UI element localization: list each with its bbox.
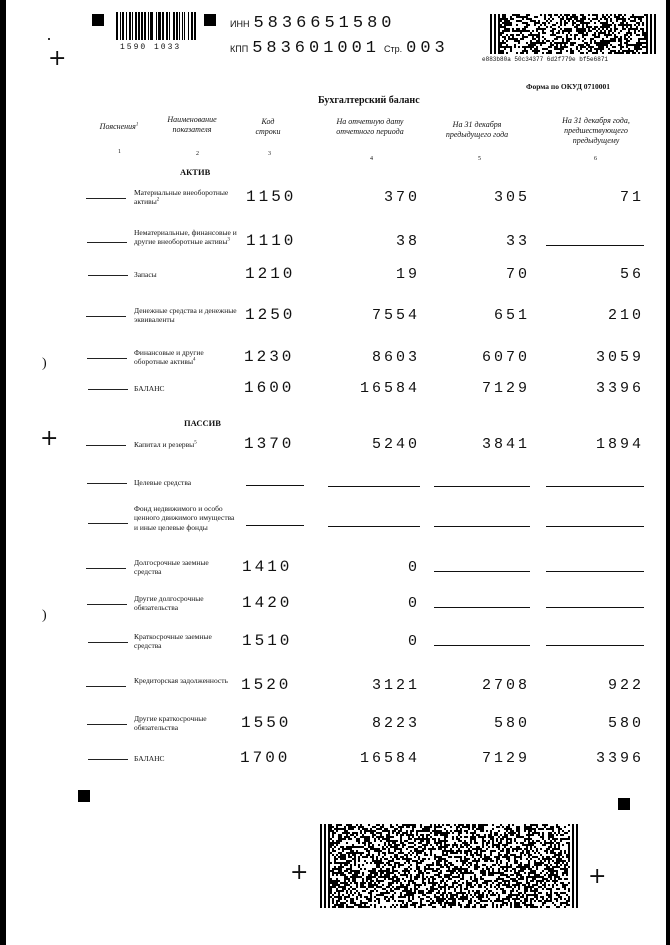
row-label bbox=[134, 188, 238, 207]
row-label-text: Финансовые и другие оборотные активы bbox=[134, 348, 204, 367]
row-label-text: Капитал и резервы bbox=[134, 440, 195, 449]
row-value: 580 bbox=[493, 714, 530, 732]
page-label: Стр. bbox=[384, 44, 403, 54]
row-value-blank bbox=[546, 245, 644, 246]
row-value: 0 bbox=[407, 594, 420, 612]
form-okud-label: Форма по ОКУД 0710001 bbox=[526, 82, 611, 91]
section-assets: АКТИВ bbox=[180, 167, 211, 177]
crop-mark-plus: + bbox=[588, 864, 607, 889]
row-label bbox=[134, 384, 238, 393]
row-label bbox=[134, 228, 238, 247]
row-value-blank bbox=[546, 486, 644, 487]
explanation-blank bbox=[87, 483, 127, 484]
column-number-6: 6 bbox=[594, 156, 597, 162]
registration-mark bbox=[618, 798, 630, 810]
row-label-text: Фонд недвижимого и особо ценного движимого имущества и иные целевые фонды bbox=[134, 504, 235, 532]
row-value: 6070 bbox=[481, 348, 530, 366]
explanation-blank bbox=[87, 604, 127, 605]
registration-mark bbox=[204, 14, 216, 26]
form-page bbox=[6, 0, 666, 945]
footnote-marker: 4 bbox=[193, 357, 196, 363]
row-label-text: Краткосрочные заемные средства bbox=[134, 632, 212, 651]
row-code: 1410 bbox=[242, 557, 293, 576]
explanation-blank bbox=[86, 445, 126, 446]
inn-label: ИНН bbox=[230, 19, 250, 29]
column-number-2: 2 bbox=[196, 151, 199, 157]
row-value: 16584 bbox=[359, 749, 420, 767]
inn-value: 5836651580 bbox=[253, 14, 396, 33]
registration-mark bbox=[92, 14, 104, 26]
row-value: 7129 bbox=[481, 749, 530, 767]
footer-2d-barcode bbox=[320, 824, 580, 908]
explanation-blank bbox=[87, 358, 127, 359]
header-barcode-number: 1590 1033 bbox=[120, 43, 182, 52]
row-value: 70 bbox=[505, 265, 530, 283]
kpp-line bbox=[230, 39, 449, 58]
row-label-text: БАЛАНС bbox=[134, 384, 165, 393]
row-code-blank bbox=[246, 485, 304, 486]
row-value: 210 bbox=[607, 306, 644, 324]
row-value: 3121 bbox=[371, 676, 420, 694]
row-value: 33 bbox=[505, 233, 530, 251]
explanation-blank bbox=[87, 242, 127, 243]
column-header-reporting-date: На отчетную дату отчетного периода bbox=[336, 117, 404, 136]
explanation-blank bbox=[88, 523, 128, 524]
crop-mark-plus: + bbox=[48, 46, 67, 71]
explanation-blank bbox=[86, 316, 126, 317]
document-title: Бухгалтерский баланс bbox=[318, 95, 420, 106]
row-value: 580 bbox=[607, 714, 644, 732]
row-value-blank bbox=[434, 607, 530, 608]
row-label bbox=[134, 504, 238, 532]
row-code: 1250 bbox=[245, 305, 296, 324]
row-label bbox=[134, 348, 238, 367]
row-value-blank bbox=[546, 607, 644, 608]
footnote-marker: 5 bbox=[194, 440, 197, 446]
row-value-blank bbox=[434, 486, 530, 487]
row-value: 7554 bbox=[371, 306, 420, 324]
row-value-blank bbox=[328, 526, 420, 527]
row-code-blank bbox=[246, 525, 304, 526]
row-label bbox=[134, 754, 238, 763]
row-label-text: Материальные внеоборотные активы bbox=[134, 188, 229, 207]
row-value: 3059 bbox=[595, 348, 644, 366]
header-2d-barcode-caption: e883b80a 50c34377 6d2f779e bf5e6871 bbox=[482, 56, 609, 63]
row-code: 1510 bbox=[242, 631, 293, 650]
row-value: 305 bbox=[493, 188, 530, 206]
row-label bbox=[134, 714, 238, 733]
row-value: 3396 bbox=[595, 379, 644, 397]
explanation-blank bbox=[86, 686, 126, 687]
row-value: 0 bbox=[407, 632, 420, 650]
row-label bbox=[134, 270, 238, 279]
row-value-blank bbox=[546, 645, 644, 646]
row-value: 8223 bbox=[371, 714, 420, 732]
column-number-4: 4 bbox=[370, 156, 373, 162]
row-value: 0 bbox=[407, 558, 420, 576]
crop-mark-plus: + bbox=[290, 860, 309, 885]
row-label-text: Другие долгосрочные обязательства bbox=[134, 594, 204, 613]
punch-mark: ) bbox=[42, 608, 47, 623]
column-header-year-before-prev: На 31 декабря года, предшествующего предыдущему bbox=[562, 116, 630, 145]
column-number-1: 1 bbox=[118, 149, 121, 155]
row-value: 370 bbox=[383, 188, 420, 206]
row-label-text: Нематериальные, финансовые и другие внеоборотные активы bbox=[134, 228, 237, 247]
row-label bbox=[134, 306, 238, 325]
row-label-text: Кредиторская задолженность bbox=[134, 676, 228, 685]
explanation-blank bbox=[86, 198, 126, 199]
row-code: 1520 bbox=[241, 675, 292, 694]
row-value: 7129 bbox=[481, 379, 530, 397]
row-value-blank bbox=[434, 645, 530, 646]
explanation-blank bbox=[88, 759, 128, 760]
inn-line bbox=[230, 14, 396, 33]
punch-mark: ) bbox=[42, 356, 47, 371]
column-number-3: 3 bbox=[268, 151, 271, 157]
explanation-blank bbox=[87, 724, 127, 725]
explanation-blank bbox=[88, 642, 128, 643]
registration-mark bbox=[78, 790, 90, 802]
row-code: 1210 bbox=[245, 264, 296, 283]
row-value-blank bbox=[546, 526, 644, 527]
speck bbox=[48, 38, 50, 40]
row-label bbox=[134, 558, 238, 577]
row-label bbox=[134, 440, 238, 449]
footnote-marker: 2 bbox=[156, 197, 160, 203]
row-code: 1700 bbox=[240, 748, 291, 767]
explanation-blank bbox=[88, 275, 128, 276]
row-code: 1370 bbox=[244, 434, 295, 453]
row-code: 1600 bbox=[244, 378, 295, 397]
row-value: 56 bbox=[619, 265, 644, 283]
row-value: 3396 bbox=[595, 749, 644, 767]
row-code: 1110 bbox=[246, 232, 297, 251]
explanation-blank bbox=[86, 568, 126, 569]
row-value: 651 bbox=[493, 306, 530, 324]
row-value-blank bbox=[434, 526, 530, 527]
header-barcode bbox=[116, 12, 198, 40]
row-label bbox=[134, 632, 238, 651]
column-number-5: 5 bbox=[478, 156, 481, 162]
row-value-blank bbox=[546, 571, 644, 572]
row-code: 1150 bbox=[246, 187, 297, 206]
column-header-line-code: Код строки bbox=[255, 117, 281, 136]
row-value: 5240 bbox=[371, 435, 420, 453]
kpp-label: КПП bbox=[230, 44, 249, 54]
row-value: 922 bbox=[607, 676, 644, 694]
crop-mark-plus: + bbox=[40, 426, 59, 451]
section-liabilities: ПАССИВ bbox=[184, 418, 221, 428]
row-value: 16584 bbox=[359, 379, 420, 397]
row-code: 1550 bbox=[241, 713, 292, 732]
row-value: 1894 bbox=[595, 435, 644, 453]
row-value-blank bbox=[434, 571, 530, 572]
row-label-text: Денежные средства и денежные эквиваленты bbox=[134, 306, 237, 325]
row-value: 2708 bbox=[481, 676, 530, 694]
column-header-indicator: Наименование показателя bbox=[167, 115, 217, 134]
page-value: 003 bbox=[406, 39, 449, 58]
header-2d-barcode bbox=[490, 14, 656, 54]
row-label-text: Запасы bbox=[134, 270, 157, 279]
row-value: 19 bbox=[395, 265, 420, 283]
row-label-text: Долгосрочные заемные средства bbox=[134, 558, 209, 577]
row-code: 1420 bbox=[242, 593, 293, 612]
row-code: 1230 bbox=[244, 347, 295, 366]
row-value-blank bbox=[328, 486, 420, 487]
row-label-text: Целевые средства bbox=[134, 478, 192, 487]
row-label bbox=[134, 594, 238, 613]
column-header-prev-year: На 31 декабря предыдущего года bbox=[445, 120, 509, 139]
kpp-value: 583601001 bbox=[252, 39, 381, 58]
row-value: 38 bbox=[395, 233, 420, 251]
row-label-text: БАЛАНС bbox=[134, 754, 165, 763]
row-value: 71 bbox=[619, 188, 644, 206]
row-value: 3841 bbox=[481, 435, 530, 453]
column-header-explanations: Пояснения$^1$ bbox=[99, 122, 139, 131]
row-label bbox=[134, 478, 238, 487]
footnote-marker: 3 bbox=[227, 237, 230, 243]
explanation-blank bbox=[88, 389, 128, 390]
row-value: 8603 bbox=[371, 348, 420, 366]
row-label bbox=[134, 676, 238, 685]
row-label-text: Другие краткосрочные обязательства bbox=[134, 714, 207, 733]
